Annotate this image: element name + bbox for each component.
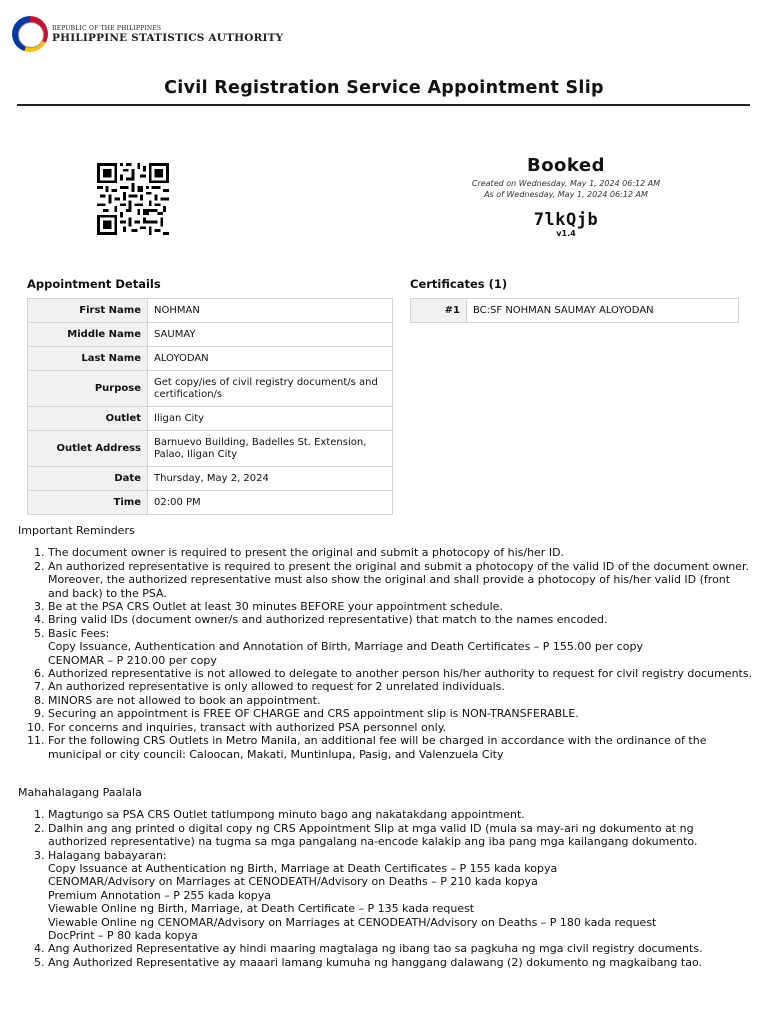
fee-line: CENOMAR – P 210.00 per copy [48, 653, 217, 667]
detail-label: Outlet [28, 407, 148, 431]
detail-value: NOHMAN [148, 299, 393, 323]
qr-code-icon [95, 163, 171, 235]
list-item: 10. For concerns and inquiries, transact with authorized PSA personnel only. [48, 721, 753, 734]
table-row [28, 467, 393, 491]
agency-name-block [52, 25, 283, 44]
certificate-number: #1 [411, 299, 467, 323]
list-item: 3. Be at the PSA CRS Outlet at least 30 minutes BEFORE your appointment schedule. [48, 600, 753, 613]
fee-line: Viewable Online ng Birth, Marriage, at Death Certificate – P 135 kada request [48, 902, 475, 916]
table-row [28, 491, 393, 515]
list-item: 8. MINORS are not allowed to book an appointment. [48, 694, 753, 707]
list-item: 11. For the following CRS Outlets in Metro Manila, an additional fee will be charged in accordance with the ordinance of the municipal or city council: Caloocan, Makati, Muntinlupa, Pasig, and Valenzuela City [48, 734, 753, 761]
fee-line: CENOMAR/Advisory on Marriages at CENODEATH/Advisory on Deaths – P 210 kada kopya [48, 875, 538, 889]
fee-line: DocPrint – P 80 kada kopya [48, 929, 198, 943]
page-title: Civil Registration Service Appointment Slip [164, 78, 604, 98]
as-of-timestamp: As of Wednesday, May 1, 2024 06:12 AM [484, 190, 648, 199]
title-divider [17, 104, 750, 106]
detail-value: Iligan City [148, 407, 393, 431]
list-item [48, 627, 753, 667]
list-item: 4. Bring valid IDs (document owner/s and authorized representative) that match to the names encoded. [48, 613, 753, 626]
fees-label: 3. Halagang babayaran: [48, 848, 167, 862]
table-row [28, 431, 393, 467]
list-item: 1. The document owner is required to present the original and submit a photocopy of his/her ID. [48, 546, 753, 559]
list-item: 2. An authorized representative is required to present the original and submit a photocopy of the valid ID of the document owner. Moreover, the authorized representative must also show the original and shall provide a photocopy of his/her valid ID (front and back) to the PSA. [48, 560, 753, 600]
table-row [411, 299, 739, 323]
list-item: 4. Ang Authorized Representative ay hindi maaring magtalaga ng ibang tao sa pagkuha ng mga civil registry documents. [48, 942, 753, 955]
fees-label: 5. Basic Fees: [48, 626, 110, 640]
detail-label: Last Name [28, 347, 148, 371]
fee-line: Copy Issuance, Authentication and Annotation of Birth, Marriage and Death Certificates – P 155.00 per copy [48, 640, 643, 654]
reminders-heading: Important Reminders [18, 524, 135, 537]
reference-code: 7lkQjb [533, 210, 599, 230]
list-item: 6. Authorized representative is not allowed to delegate to another person his/her authority to request for civil registry documents. [48, 667, 753, 680]
reminders-list [48, 546, 753, 761]
detail-value: 02:00 PM [148, 491, 393, 515]
list-item: 1. Magtungo sa PSA CRS Outlet tatlumpong minuto bago ang nakatakdang appointment. [48, 808, 753, 821]
booking-status: Booked [526, 155, 606, 176]
detail-label: Time [28, 491, 148, 515]
detail-value: Barnuevo Building, Badelles St. Extension, Palao, Iligan City [148, 431, 393, 467]
fee-line: Copy Issuance at Authentication ng Birth, Marriage at Death Certificates – P 155 kada kopya [48, 862, 558, 876]
detail-label: Middle Name [28, 323, 148, 347]
created-timestamp: Created on Wednesday, May 1, 2024 06:12 AM [471, 179, 661, 188]
detail-label: Date [28, 467, 148, 491]
certificate-value: BC:SF NOHMAN SAUMAY ALOYODAN [467, 299, 739, 323]
table-row [28, 323, 393, 347]
important-reminders [18, 524, 753, 761]
detail-value: Thursday, May 2, 2024 [148, 467, 393, 491]
paalala-list [48, 808, 753, 969]
paalala-heading: Mahahalagang Paalala [18, 786, 142, 799]
republic-label: REPUBLIC OF THE PHILIPPINES [52, 24, 162, 32]
status-block [410, 155, 722, 238]
fee-line: Premium Annotation – P 255 kada kopya [48, 888, 271, 902]
table-row [28, 407, 393, 431]
agency-header [12, 16, 283, 52]
certificates-heading: Certificates (1) [410, 277, 508, 291]
table-row [28, 371, 393, 407]
psa-seal-icon [12, 16, 48, 52]
fee-line: Viewable Online ng CENOMAR/Advisory on Marriages at CENODEATH/Advisory on Deaths – P 180 kada request [48, 915, 657, 929]
list-item: 7. An authorized representative is only allowed to request for 2 unrelated individuals. [48, 680, 753, 693]
appointment-details-heading: Appointment Details [27, 277, 161, 291]
detail-value: SAUMAY [148, 323, 393, 347]
list-item: 5. Ang Authorized Representative ay maaari lamang kumuha ng hanggang dalawang (2) dokumento ng magkaibang tao. [48, 956, 753, 969]
agency-name: PHILIPPINE STATISTICS AUTHORITY [52, 31, 284, 44]
detail-label: First Name [28, 299, 148, 323]
list-item: 2. Dalhin ang ang printed o digital copy ng CRS Appointment Slip at mga valid ID (mula sa may-ari ng dokumento at ng authorized representative) na tugma sa mga pangalang na-encode kalakip ang iba pang mga kailangang dokumento. [48, 822, 753, 849]
detail-value: Get copy/ies of civil registry document/s and certification/s [148, 371, 393, 407]
detail-label: Outlet Address [28, 431, 148, 467]
list-item [48, 849, 753, 943]
list-item: 9. Securing an appointment is FREE OF CHARGE and CRS appointment slip is NON-TRANSFERABLE. [48, 707, 753, 720]
table-row [28, 347, 393, 371]
detail-label: Purpose [28, 371, 148, 407]
table-row [28, 299, 393, 323]
certificates-table [410, 298, 739, 323]
version-label: v1.4 [556, 229, 576, 238]
mahahalagang-paalala [18, 786, 753, 969]
detail-value: ALOYODAN [148, 347, 393, 371]
appointment-details-table [27, 298, 393, 515]
